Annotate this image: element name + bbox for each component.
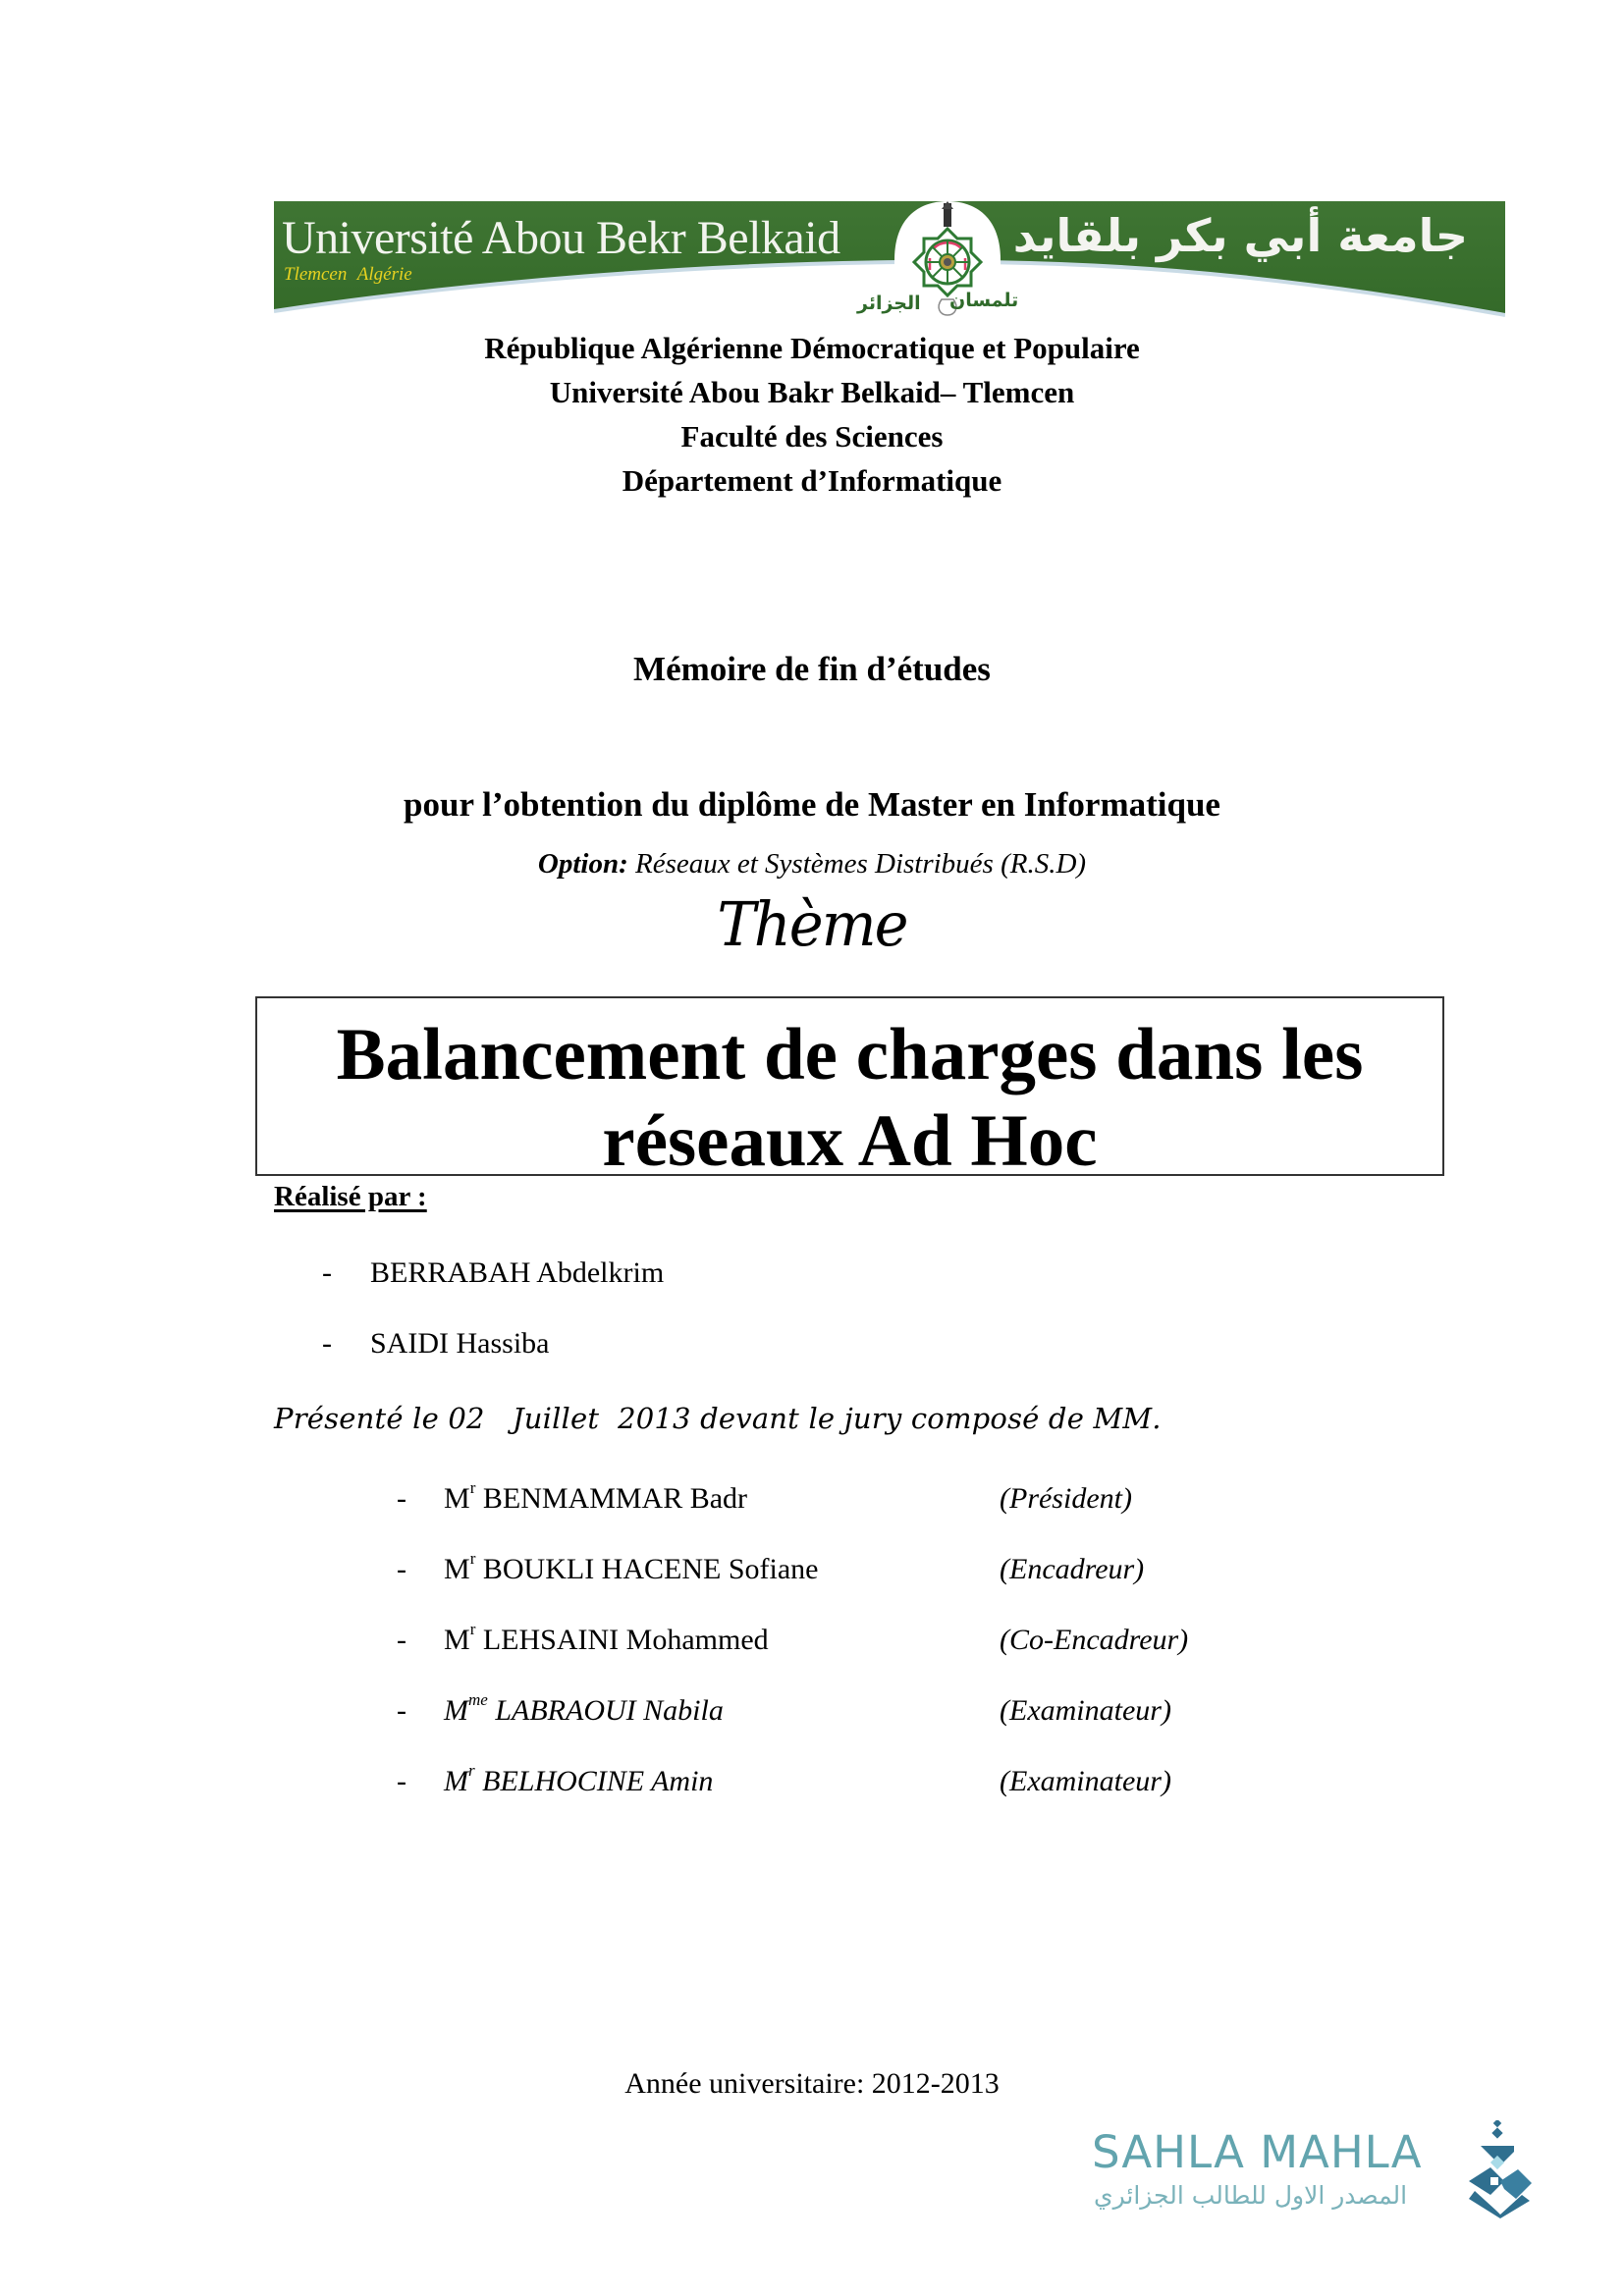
header-republic: République Algérienne Démocratique et Populaire bbox=[484, 331, 1140, 365]
list-dash: - bbox=[397, 1694, 406, 1727]
jury-role: (Examinateur) bbox=[1000, 1765, 1171, 1797]
jury-role: (Encadreur) bbox=[1000, 1553, 1145, 1585]
jury-honorific: M bbox=[444, 1694, 468, 1727]
jury-fullname: BELHOCINE Amin bbox=[474, 1765, 714, 1797]
jury-honorific-sup: r bbox=[469, 1478, 476, 1497]
jury-fullname: BENMAMMAR Badr bbox=[475, 1482, 748, 1515]
jury-member bbox=[0, 1549, 1624, 1592]
banner-country-ar: الجزائر bbox=[857, 293, 921, 314]
jury-honorific: M bbox=[444, 1553, 470, 1585]
jury-member bbox=[0, 1478, 1624, 1522]
jury-honorific: M bbox=[444, 1765, 468, 1797]
jury-role: (Président) bbox=[1000, 1482, 1132, 1515]
document-type: Mémoire de fin d’études bbox=[633, 650, 991, 688]
list-dash: - bbox=[397, 1482, 406, 1515]
jury-member bbox=[0, 1690, 1624, 1734]
banner-city-ar: تلمسان bbox=[949, 290, 1019, 311]
list-dash: - bbox=[322, 1256, 332, 1289]
jury-fullname: BOUKLI HACENE Sofiane bbox=[475, 1553, 819, 1585]
jury-role: (Co-Encadreur) bbox=[1000, 1624, 1189, 1656]
jury-fullname: LABRAOUI Nabila bbox=[487, 1694, 724, 1727]
theme-heading: Thème bbox=[717, 888, 907, 960]
presentation-line: Présenté le 02 Juillet 2013 devant le jury composé de MM. bbox=[274, 1402, 1162, 1435]
jury-member bbox=[0, 1761, 1624, 1804]
banner-university-name-fr: Université Abou Bekr Belkaid bbox=[282, 212, 840, 264]
jury-name bbox=[444, 1478, 748, 1516]
jury-honorific: M bbox=[444, 1624, 470, 1656]
jury-name bbox=[444, 1620, 769, 1657]
option-label: Option: bbox=[537, 848, 628, 880]
watermark-brand: SAHLA MAHLA bbox=[1092, 2126, 1423, 2178]
author-name: SAIDI Hassiba bbox=[370, 1327, 550, 1360]
author-name: BERRABAH Abdelkrim bbox=[370, 1256, 665, 1289]
watermark-tagline-ar: المصدر الاول للطالب الجزائري bbox=[1094, 2181, 1408, 2210]
list-dash: - bbox=[397, 1553, 406, 1585]
jury-name bbox=[444, 1761, 714, 1798]
banner-university-name-ar: جامعة أبي بكر بلقايد bbox=[1012, 209, 1468, 262]
authors-label: Réalisé par : bbox=[274, 1181, 427, 1212]
jury-name bbox=[444, 1690, 724, 1728]
jury-honorific-sup: r bbox=[469, 1620, 476, 1638]
header-university: Université Abou Bakr Belkaid– Tlemcen bbox=[549, 375, 1075, 409]
jury-honorific-sup: r bbox=[469, 1549, 476, 1568]
thesis-title-line-1: Balancement de charges dans les bbox=[336, 1014, 1364, 1095]
diploma-purpose: pour l’obtention du diplôme de Master en Informatique bbox=[404, 785, 1220, 824]
jury-honorific: M bbox=[444, 1482, 470, 1515]
jury-honorific-sup: me bbox=[468, 1690, 488, 1709]
jury-name bbox=[444, 1549, 819, 1586]
thesis-title-box bbox=[255, 996, 1444, 1182]
thesis-title bbox=[257, 1012, 1442, 1185]
option-value: Réseaux et Systèmes Distribués (R.S.D) bbox=[627, 848, 1087, 880]
jury-role: (Examinateur) bbox=[1000, 1694, 1171, 1727]
list-dash: - bbox=[322, 1327, 332, 1360]
university-banner bbox=[274, 201, 1505, 317]
academic-year: Année universitaire: 2012-2013 bbox=[624, 2067, 1000, 2100]
header-faculty: Faculté des Sciences bbox=[680, 419, 944, 454]
jury-honorific-sup: r bbox=[468, 1761, 475, 1780]
header-department: Département d’Informatique bbox=[622, 463, 1002, 498]
thesis-title-line-2: réseaux Ad Hoc bbox=[602, 1100, 1098, 1182]
sahla-mahla-logo-icon bbox=[1461, 2120, 1540, 2218]
banner-location: Tlemcen Algérie bbox=[284, 264, 412, 285]
list-dash: - bbox=[397, 1765, 406, 1797]
list-dash: - bbox=[397, 1624, 406, 1656]
jury-member bbox=[0, 1620, 1624, 1663]
option-line bbox=[0, 848, 1624, 881]
jury-fullname: LEHSAINI Mohammed bbox=[475, 1624, 769, 1656]
